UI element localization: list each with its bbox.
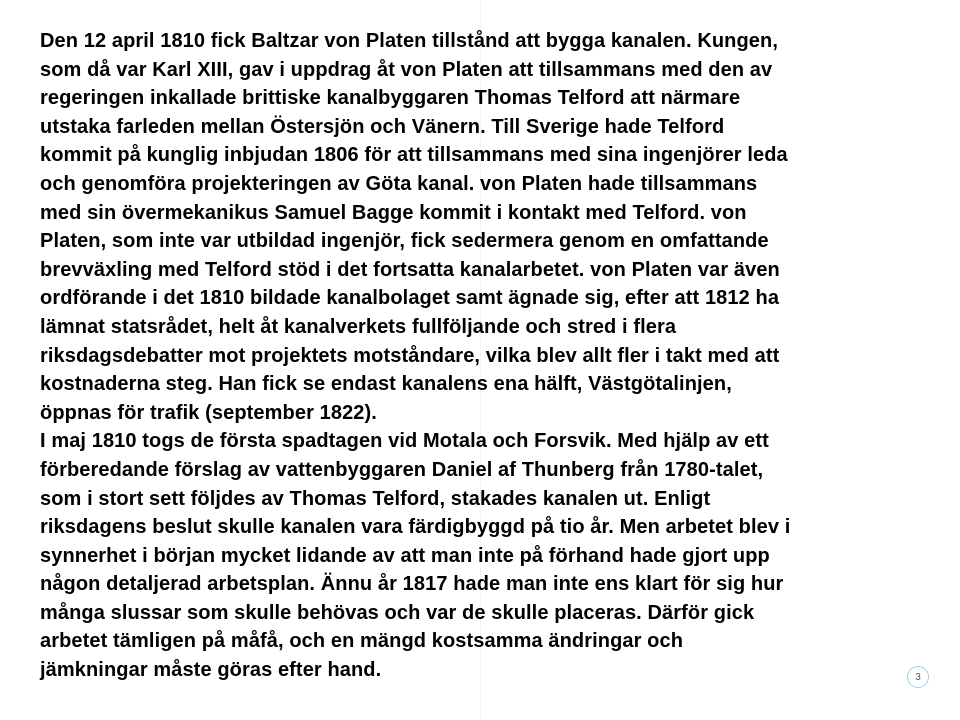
paragraph-1: Den 12 april 1810 fick Baltzar von Platen tillstånd att bygga kanalen. Kungen, som då var Karl XIII, gav i uppdrag åt von Platen att tillsammans med den av regeringen inkallade brittiske kanalbyggaren Thomas Telford att närmare utstaka farleden mellan Östersjön och Vänern. Till Sverige hade Telford kommit på kunglig inbjudan 1806 för att tillsammans med sina ingenjörer leda och genomföra projekteringen av Göta kanal. von Platen hade tillsammans med sin övermekanikus Samuel Bagge kommit i kontakt med Telford. von Platen, som inte var utbildad ingenjör, fick sedermera genom en omfattande brevväxling med Telford stöd i det fortsatta kanalarbetet. von Platen var även ordförande i det 1810 bildade kanalbolaget samt ägnade sig, efter att 1812 ha lämnat statsrådet, helt åt kanalverkets fullföljande och stred i flera riksdagsdebatter mot projektets motståndare, vilka blev allt fler i takt med att kostnaderna steg. Han fick se endast kanalens ena hälft, Västgötalinjen, öppnas för trafik (september 1822). [40, 30, 788, 424]
document-body [40, 27, 940, 685]
paragraph-2: I maj 1810 togs de första spadtagen vid Motala och Forsvik. Med hjälp av ett förberedande förslag av vattenbyggaren Daniel af Thunberg från 1780-talet, som i stort sett följdes av Thomas Telford, stakades kanalen ut. Enligt riksdagens beslut skulle kanalen vara färdigbyggd på tio år. Men arbetet blev i synnerhet i början mycket lidande av att man inte på förhand hade gjort upp någon detaljerad arbetsplan. Ännu år 1817 hade man inte ens klart för sig hur många slussar som skulle behövas och var de skulle placeras. Därför gick arbetet tämligen på måfå, och en mängd kostsamma ändringar och jämkningar måste göras efter hand. [40, 430, 791, 682]
page-number-badge: 3 [907, 666, 929, 688]
